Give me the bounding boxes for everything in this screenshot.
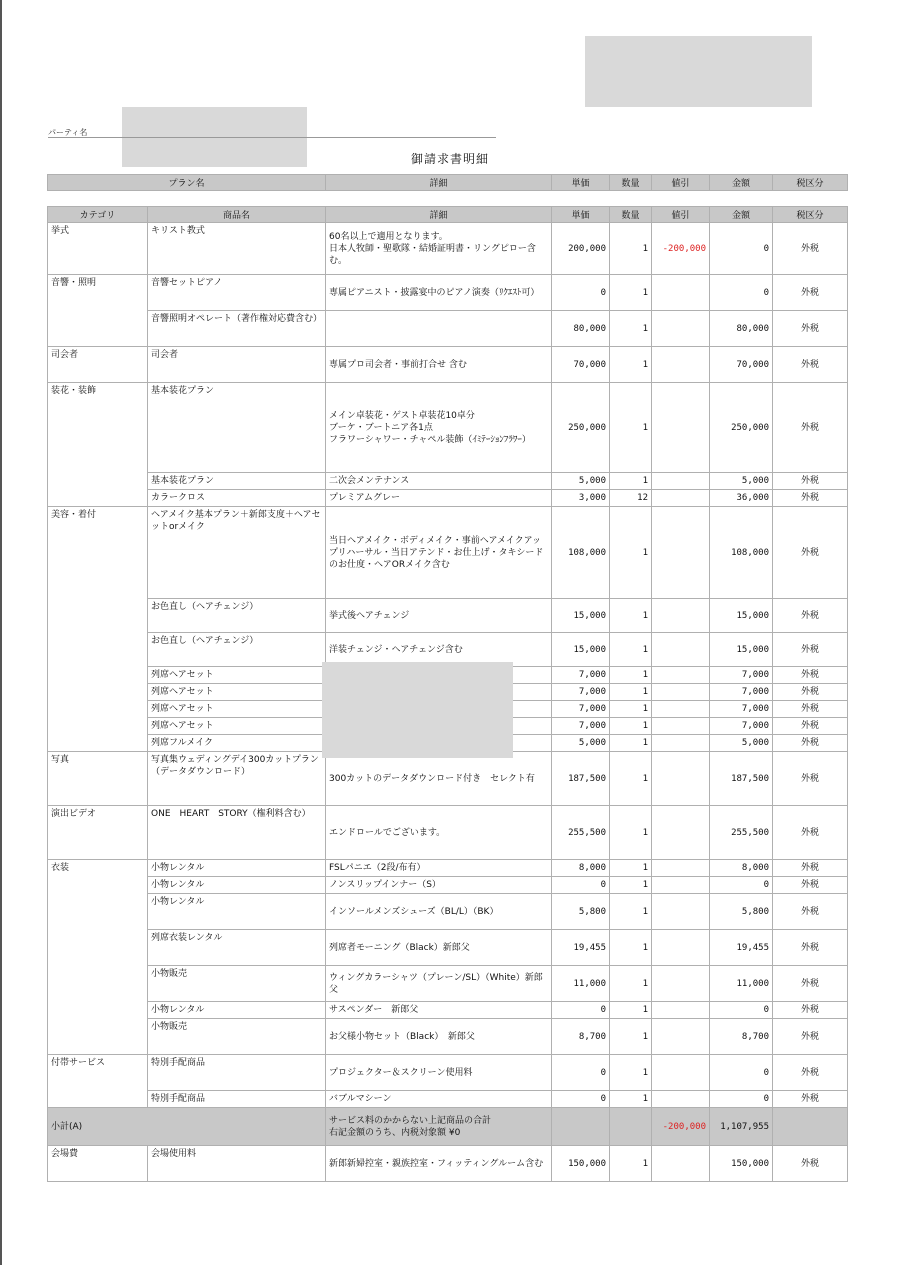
item-name-cell: 列席ヘアセット <box>148 684 326 701</box>
detail-cell: ウィングカラーシャツ（プレーン/SL）（White）新郎父 <box>326 966 552 1002</box>
unit-price-cell: 0 <box>552 877 610 894</box>
item-name-cell: 列席フルメイク <box>148 735 326 752</box>
amount-cell: 0 <box>710 877 773 894</box>
category-cell: 衣装 <box>48 860 148 877</box>
table-row <box>48 966 848 1002</box>
discount-cell <box>652 718 710 735</box>
quantity-cell: 1 <box>610 860 652 877</box>
item-name-cell: キリスト教式 <box>148 223 326 275</box>
discount-cell <box>652 894 710 930</box>
item-name-cell: お色直し（ヘアチェンジ） <box>148 633 326 667</box>
plan-header-cell: 数量 <box>610 175 652 191</box>
amount-cell: 70,000 <box>710 347 773 383</box>
table-row <box>48 383 848 473</box>
tax-type-cell: 外税 <box>773 311 848 347</box>
item-name-cell: 基本装花プラン <box>148 383 326 473</box>
table-row <box>48 490 848 507</box>
discount-cell <box>652 490 710 507</box>
table-row <box>48 223 848 275</box>
table-row <box>48 877 848 894</box>
detail-cell <box>326 311 552 347</box>
quantity-cell: 1 <box>610 383 652 473</box>
amount-cell: 19,455 <box>710 930 773 966</box>
table-row <box>48 347 848 383</box>
detail-cell: メイン卓装花・ゲスト卓装花10卓分 ブーケ・ブートニア各1点 フラワーシャワー・チャペル装飾（ｲﾐﾃｰｼｮﾝﾌﾗﾜｰ） <box>326 383 552 473</box>
category-cell <box>48 311 148 347</box>
unit-price-cell: 19,455 <box>552 930 610 966</box>
unit-price-cell: 5,000 <box>552 473 610 490</box>
table-row <box>48 806 848 860</box>
discount-cell <box>652 877 710 894</box>
items-header-cell: 単価 <box>552 207 610 223</box>
party-name-underline <box>48 137 496 138</box>
subtotal-detail: サービス料のかからない上記商品の合計 右記金額のうち、内税対象額 ¥0 <box>326 1108 552 1146</box>
item-name-cell: 写真集ウェディングデイ300カットプラン（データダウンロード） <box>148 752 326 806</box>
item-name-cell: 司会者 <box>148 347 326 383</box>
item-name-cell: 特別手配商品 <box>148 1091 326 1108</box>
category-cell: 挙式 <box>48 223 148 275</box>
discount-cell <box>652 806 710 860</box>
detail-cell: 60名以上で適用となります。 日本人牧師・聖歌隊・結婚証明書・リングピロー含む。 <box>326 223 552 275</box>
amount-cell: 108,000 <box>710 507 773 599</box>
page-title: 御請求書明細 <box>410 152 489 166</box>
tax-type-cell: 外税 <box>773 507 848 599</box>
discount-cell: -200,000 <box>652 223 710 275</box>
category-cell <box>48 473 148 490</box>
quantity-cell: 1 <box>610 1091 652 1108</box>
amount-cell: 11,000 <box>710 966 773 1002</box>
category-cell <box>48 877 148 894</box>
quantity-cell: 1 <box>610 507 652 599</box>
tax-type-cell: 外税 <box>773 1146 848 1182</box>
table-row <box>48 1091 848 1108</box>
discount-cell <box>652 1002 710 1019</box>
quantity-cell: 1 <box>610 1019 652 1055</box>
category-cell <box>48 1091 148 1108</box>
quantity-cell: 1 <box>610 275 652 311</box>
amount-cell: 250,000 <box>710 383 773 473</box>
plan-header-cell: 税区分 <box>773 175 848 191</box>
unit-price-cell: 7,000 <box>552 684 610 701</box>
category-cell: 装花・装飾 <box>48 383 148 473</box>
amount-cell: 0 <box>710 223 773 275</box>
category-cell <box>48 894 148 930</box>
category-cell <box>48 718 148 735</box>
category-cell: 付帯サービス <box>48 1055 148 1091</box>
discount-cell <box>652 1055 710 1091</box>
plan-table <box>47 174 848 191</box>
item-name-cell: お色直し（ヘアチェンジ） <box>148 599 326 633</box>
page-edge <box>0 0 2 1265</box>
item-name-cell: 小物販売 <box>148 966 326 1002</box>
detail-cell: プロジェクター＆スクリーン使用料 <box>326 1055 552 1091</box>
unit-price-cell: 15,000 <box>552 633 610 667</box>
tax-type-cell: 外税 <box>773 347 848 383</box>
quantity-cell: 1 <box>610 347 652 383</box>
tax-type-cell: 外税 <box>773 1091 848 1108</box>
category-cell <box>48 966 148 1002</box>
venue-row <box>48 1146 848 1182</box>
quantity-cell: 1 <box>610 735 652 752</box>
quantity-cell: 1 <box>610 966 652 1002</box>
quantity-cell: 12 <box>610 490 652 507</box>
unit-price-cell: 7,000 <box>552 718 610 735</box>
item-name-cell: ヘアメイク基本プラン＋新郎支度＋ヘアセットorメイク <box>148 507 326 599</box>
unit-price-cell: 0 <box>552 275 610 311</box>
detail-cell: お父様小物セット（Black） 新郎父 <box>326 1019 552 1055</box>
amount-cell: 7,000 <box>710 701 773 718</box>
amount-cell: 0 <box>710 275 773 311</box>
empty-cell <box>773 1108 848 1146</box>
category-cell <box>48 667 148 684</box>
amount-cell: 36,000 <box>710 490 773 507</box>
quantity-cell: 1 <box>610 311 652 347</box>
quantity-cell: 1 <box>610 806 652 860</box>
plan-header-cell: 詳細 <box>326 175 552 191</box>
discount-cell <box>652 752 710 806</box>
table-row <box>48 473 848 490</box>
plan-header-cell: 値引 <box>652 175 710 191</box>
detail-cell: 当日ヘアメイク・ボディメイク・事前ヘアメイクアップリハーサル・当日アテンド・お仕上げ・タキシードのお仕度・ヘアORメイク含む <box>326 507 552 599</box>
tax-type-cell: 外税 <box>773 806 848 860</box>
tax-type-cell: 外税 <box>773 1055 848 1091</box>
category-cell: 演出ビデオ <box>48 806 148 860</box>
unit-price-cell: 80,000 <box>552 311 610 347</box>
item-name-cell: 小物販売 <box>148 1019 326 1055</box>
amount-cell: 7,000 <box>710 667 773 684</box>
quantity-cell: 1 <box>610 752 652 806</box>
amount-cell: 187,500 <box>710 752 773 806</box>
plan-header-row <box>48 175 848 191</box>
empty-cell <box>610 1108 652 1146</box>
discount-cell <box>652 507 710 599</box>
subtotal-label: 小計(A) <box>48 1108 326 1146</box>
table-row <box>48 894 848 930</box>
items-header-cell: 税区分 <box>773 207 848 223</box>
category-cell <box>48 930 148 966</box>
tax-type-cell: 外税 <box>773 860 848 877</box>
quantity-cell: 1 <box>610 667 652 684</box>
quantity-cell: 1 <box>610 701 652 718</box>
table-row <box>48 507 848 599</box>
item-name-cell: 列席ヘアセット <box>148 701 326 718</box>
category-cell <box>48 490 148 507</box>
category-cell <box>48 633 148 667</box>
amount-cell: 15,000 <box>710 599 773 633</box>
quantity-cell: 1 <box>610 894 652 930</box>
party-name-label: パーティ名 <box>48 128 88 137</box>
discount-cell <box>652 966 710 1002</box>
unit-price-cell: 7,000 <box>552 701 610 718</box>
unit-price-cell: 187,500 <box>552 752 610 806</box>
amount-cell: 8,000 <box>710 860 773 877</box>
unit-price-cell: 15,000 <box>552 599 610 633</box>
quantity-cell: 1 <box>610 877 652 894</box>
amount-cell: 0 <box>710 1055 773 1091</box>
detail-cell: FSLパニエ（2段/布有） <box>326 860 552 877</box>
items-header-cell: 詳細 <box>326 207 552 223</box>
quantity-cell: 1 <box>610 223 652 275</box>
unit-price-cell: 5,000 <box>552 735 610 752</box>
detail-cell: プレミアムグレー <box>326 490 552 507</box>
tax-type-cell: 外税 <box>773 701 848 718</box>
table-row <box>48 860 848 877</box>
items-header-row <box>48 207 848 223</box>
category-cell <box>48 701 148 718</box>
amount-cell: 150,000 <box>710 1146 773 1182</box>
tax-type-cell: 外税 <box>773 894 848 930</box>
tax-type-cell: 外税 <box>773 490 848 507</box>
discount-cell <box>652 667 710 684</box>
plan-header-cell: プラン名 <box>48 175 326 191</box>
tax-type-cell: 外税 <box>773 1019 848 1055</box>
tax-type-cell: 外税 <box>773 599 848 633</box>
tax-type-cell: 外税 <box>773 667 848 684</box>
category-cell <box>48 684 148 701</box>
table-row <box>48 930 848 966</box>
amount-cell: 5,000 <box>710 735 773 752</box>
tax-type-cell: 外税 <box>773 718 848 735</box>
discount-cell <box>652 633 710 667</box>
redacted-detail-cells <box>322 662 513 758</box>
item-name-cell: 特別手配商品 <box>148 1055 326 1091</box>
discount-cell <box>652 1091 710 1108</box>
discount-cell <box>652 599 710 633</box>
category-cell <box>48 1019 148 1055</box>
items-header-cell: カテゴリ <box>48 207 148 223</box>
tax-type-cell: 外税 <box>773 275 848 311</box>
plan-header-cell: 金額 <box>710 175 773 191</box>
category-cell: 写真 <box>48 752 148 806</box>
unit-price-cell: 8,700 <box>552 1019 610 1055</box>
detail-cell: 専属ピアニスト・披露宴中のピアノ演奏（ﾘｸｴｽﾄ可） <box>326 275 552 311</box>
amount-cell: 255,500 <box>710 806 773 860</box>
items-header-cell: 商品名 <box>148 207 326 223</box>
unit-price-cell: 8,000 <box>552 860 610 877</box>
redacted-block-top-right <box>585 36 812 107</box>
item-name-cell: 音響セットピアノ <box>148 275 326 311</box>
tax-type-cell: 外税 <box>773 473 848 490</box>
subtotal-discount: -200,000 <box>652 1108 710 1146</box>
tax-type-cell: 外税 <box>773 223 848 275</box>
quantity-cell: 1 <box>610 684 652 701</box>
tax-type-cell: 外税 <box>773 684 848 701</box>
detail-cell: 300カットのデータダウンロード付き セレクト有 <box>326 752 552 806</box>
item-name-cell: 小物レンタル <box>148 1002 326 1019</box>
detail-cell: 洋装チェンジ・ヘアチェンジ含む <box>326 633 552 667</box>
quantity-cell: 1 <box>610 599 652 633</box>
unit-price-cell: 0 <box>552 1091 610 1108</box>
unit-price-cell: 70,000 <box>552 347 610 383</box>
discount-cell <box>652 701 710 718</box>
category-cell <box>48 1002 148 1019</box>
amount-cell: 0 <box>710 1091 773 1108</box>
amount-cell: 0 <box>710 1002 773 1019</box>
tax-type-cell: 外税 <box>773 966 848 1002</box>
item-name-cell: 列席ヘアセット <box>148 718 326 735</box>
unit-price-cell: 150,000 <box>552 1146 610 1182</box>
table-row <box>48 599 848 633</box>
amount-cell: 7,000 <box>710 684 773 701</box>
discount-cell <box>652 383 710 473</box>
empty-cell <box>552 1108 610 1146</box>
amount-cell: 7,000 <box>710 718 773 735</box>
quantity-cell: 1 <box>610 1055 652 1091</box>
detail-cell: 新郎新婦控室・親族控室・フィッティングルーム含む <box>326 1146 552 1182</box>
item-name-cell: 会場使用料 <box>148 1146 326 1182</box>
category-cell: 会場費 <box>48 1146 148 1182</box>
category-cell: 司会者 <box>48 347 148 383</box>
tax-type-cell: 外税 <box>773 930 848 966</box>
discount-cell <box>652 275 710 311</box>
quantity-cell: 1 <box>610 473 652 490</box>
unit-price-cell: 5,800 <box>552 894 610 930</box>
detail-cell: バブルマシーン <box>326 1091 552 1108</box>
detail-cell: 挙式後ヘアチェンジ <box>326 599 552 633</box>
amount-cell: 8,700 <box>710 1019 773 1055</box>
tax-type-cell: 外税 <box>773 1002 848 1019</box>
unit-price-cell: 0 <box>552 1055 610 1091</box>
table-row <box>48 1002 848 1019</box>
discount-cell <box>652 735 710 752</box>
tax-type-cell: 外税 <box>773 383 848 473</box>
detail-cell: インソールメンズシューズ（BL/L）（BK） <box>326 894 552 930</box>
discount-cell <box>652 1019 710 1055</box>
item-name-cell: 小物レンタル <box>148 894 326 930</box>
category-cell: 音響・照明 <box>48 275 148 311</box>
detail-cell: 二次会メンテナンス <box>326 473 552 490</box>
discount-cell <box>652 860 710 877</box>
tax-type-cell: 外税 <box>773 735 848 752</box>
discount-cell <box>652 1146 710 1182</box>
detail-cell: 列席者モーニング（Black）新郎父 <box>326 930 552 966</box>
quantity-cell: 1 <box>610 1002 652 1019</box>
table-row <box>48 1019 848 1055</box>
tax-type-cell: 外税 <box>773 877 848 894</box>
quantity-cell: 1 <box>610 930 652 966</box>
detail-cell: ノンスリップインナー（S） <box>326 877 552 894</box>
items-header-cell: 数量 <box>610 207 652 223</box>
subtotal-row <box>48 1108 848 1146</box>
discount-cell <box>652 684 710 701</box>
table-row <box>48 752 848 806</box>
detail-cell: 専属プロ司会者・事前打合せ 含む <box>326 347 552 383</box>
item-name-cell: 小物レンタル <box>148 877 326 894</box>
quantity-cell: 1 <box>610 718 652 735</box>
item-name-cell: ONE HEART STORY（権利料含む） <box>148 806 326 860</box>
discount-cell <box>652 311 710 347</box>
items-header-cell: 値引 <box>652 207 710 223</box>
item-name-cell: 列席衣装レンタル <box>148 930 326 966</box>
unit-price-cell: 250,000 <box>552 383 610 473</box>
unit-price-cell: 200,000 <box>552 223 610 275</box>
unit-price-cell: 108,000 <box>552 507 610 599</box>
category-cell: 美容・着付 <box>48 507 148 599</box>
quantity-cell: 1 <box>610 633 652 667</box>
item-name-cell: 小物レンタル <box>148 860 326 877</box>
table-row <box>48 1055 848 1091</box>
item-name-cell: カラークロス <box>148 490 326 507</box>
amount-cell: 15,000 <box>710 633 773 667</box>
unit-price-cell: 0 <box>552 1002 610 1019</box>
table-row <box>48 311 848 347</box>
unit-price-cell: 255,500 <box>552 806 610 860</box>
amount-cell: 5,000 <box>710 473 773 490</box>
discount-cell <box>652 473 710 490</box>
tax-type-cell: 外税 <box>773 752 848 806</box>
unit-price-cell: 7,000 <box>552 667 610 684</box>
unit-price-cell: 11,000 <box>552 966 610 1002</box>
detail-cell: サスペンダー 新郎父 <box>326 1002 552 1019</box>
amount-cell: 80,000 <box>710 311 773 347</box>
category-cell <box>48 599 148 633</box>
category-cell <box>48 735 148 752</box>
plan-header-cell: 単価 <box>552 175 610 191</box>
item-name-cell: 基本装花プラン <box>148 473 326 490</box>
discount-cell <box>652 347 710 383</box>
item-name-cell: 音響照明オペレート（著作権対応費含む） <box>148 311 326 347</box>
item-name-cell: 列席ヘアセット <box>148 667 326 684</box>
detail-cell: エンドロールでございます。 <box>326 806 552 860</box>
table-row <box>48 275 848 311</box>
items-header-cell: 金額 <box>710 207 773 223</box>
amount-cell: 5,800 <box>710 894 773 930</box>
tax-type-cell: 外税 <box>773 633 848 667</box>
unit-price-cell: 3,000 <box>552 490 610 507</box>
subtotal-amount: 1,107,955 <box>710 1108 773 1146</box>
quantity-cell: 1 <box>610 1146 652 1182</box>
discount-cell <box>652 930 710 966</box>
